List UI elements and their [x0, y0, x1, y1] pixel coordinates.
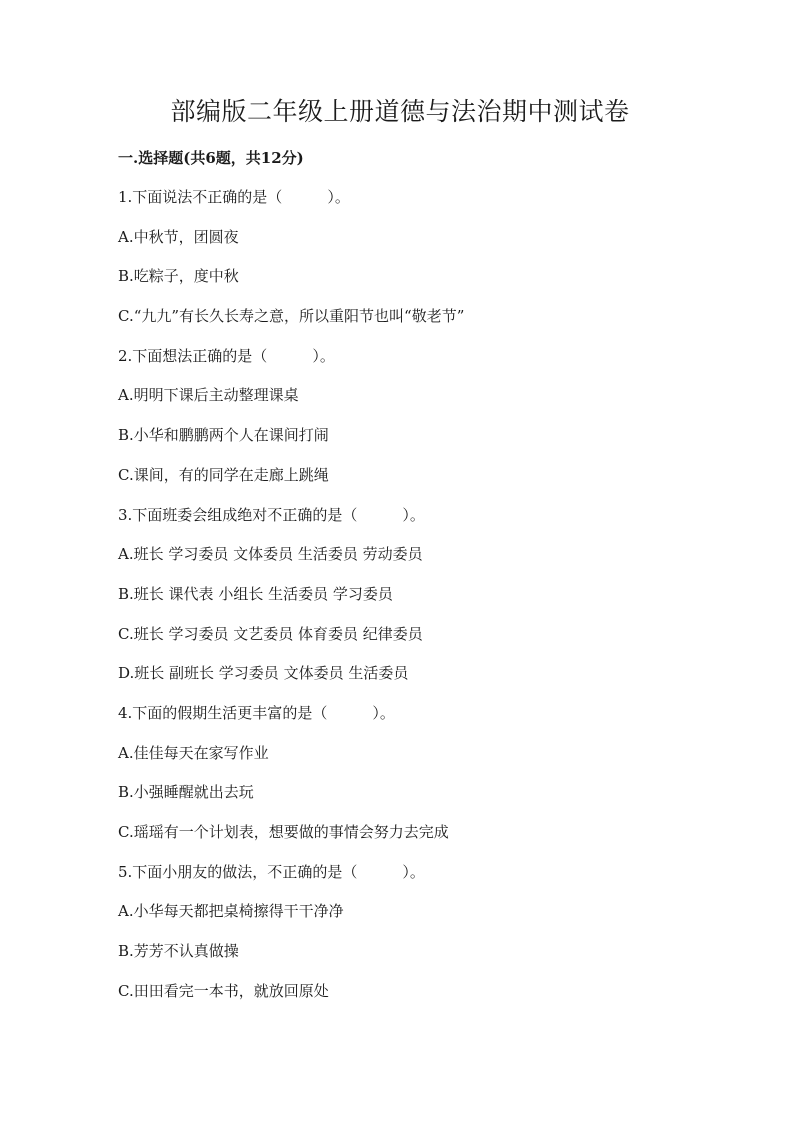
page-title: 部编版二年级上册道德与法治期中测试卷 [170, 97, 630, 126]
question-3: 3.下面班委会组成绝对不正确的是（ ）。 [118, 505, 425, 524]
question-3-option-d: D.班长 副班长 学习委员 文体委员 生活委员 [118, 664, 409, 683]
section-heading: 一.选择题(共6题，共12分) [118, 149, 304, 167]
question-2-option-a: A.明明下课后主动整理课桌 [118, 386, 299, 405]
question-5: 5.下面小朋友的做法，不正确的是（ ）。 [118, 862, 425, 881]
question-4-option-b: B.小强睡醒就出去玩 [118, 783, 254, 802]
question-2-option-b: B.小华和鹏鹏两个人在课间打闹 [118, 426, 329, 445]
question-4-option-c: C.瑶瑶有一个计划表，想要做的事情会努力去完成 [118, 823, 449, 841]
question-2-option-c: C.课间，有的同学在走廊上跳绳 [118, 465, 329, 484]
question-list [118, 186, 718, 1019]
question-3-option-a: A.班长 学习委员 文体委员 生活委员 劳动委员 [118, 545, 423, 564]
question-3-option-b: B.班长 课代表 小组长 生活委员 学习委员 [118, 584, 393, 603]
question-5-option-c: C.田田看完一本书，就放回原处 [118, 981, 329, 1000]
question-1-option-b: B.吃粽子，度中秋 [118, 267, 239, 286]
question-4: 4.下面的假期生活更丰富的是（ ）。 [118, 703, 395, 722]
question-5-option-b: B.芳芳不认真做操 [118, 942, 239, 961]
question-1-option-c: C.“九九”有长久长寿之意，所以重阳节也叫“敬老节” [118, 307, 465, 326]
question-5-option-a: A.小华每天都把桌椅擦得干干净净 [118, 902, 344, 921]
question-1: 1.下面说法不正确的是（ ）。 [118, 188, 350, 206]
question-1-option-a: A.中秋节，团圆夜 [118, 227, 239, 246]
question-3-option-c: C.班长 学习委员 文艺委员 体育委员 纪律委员 [118, 624, 423, 643]
question-4-option-a: A.佳佳每天在家写作业 [118, 743, 269, 762]
question-2: 2.下面想法正确的是（ ）。 [118, 346, 335, 365]
